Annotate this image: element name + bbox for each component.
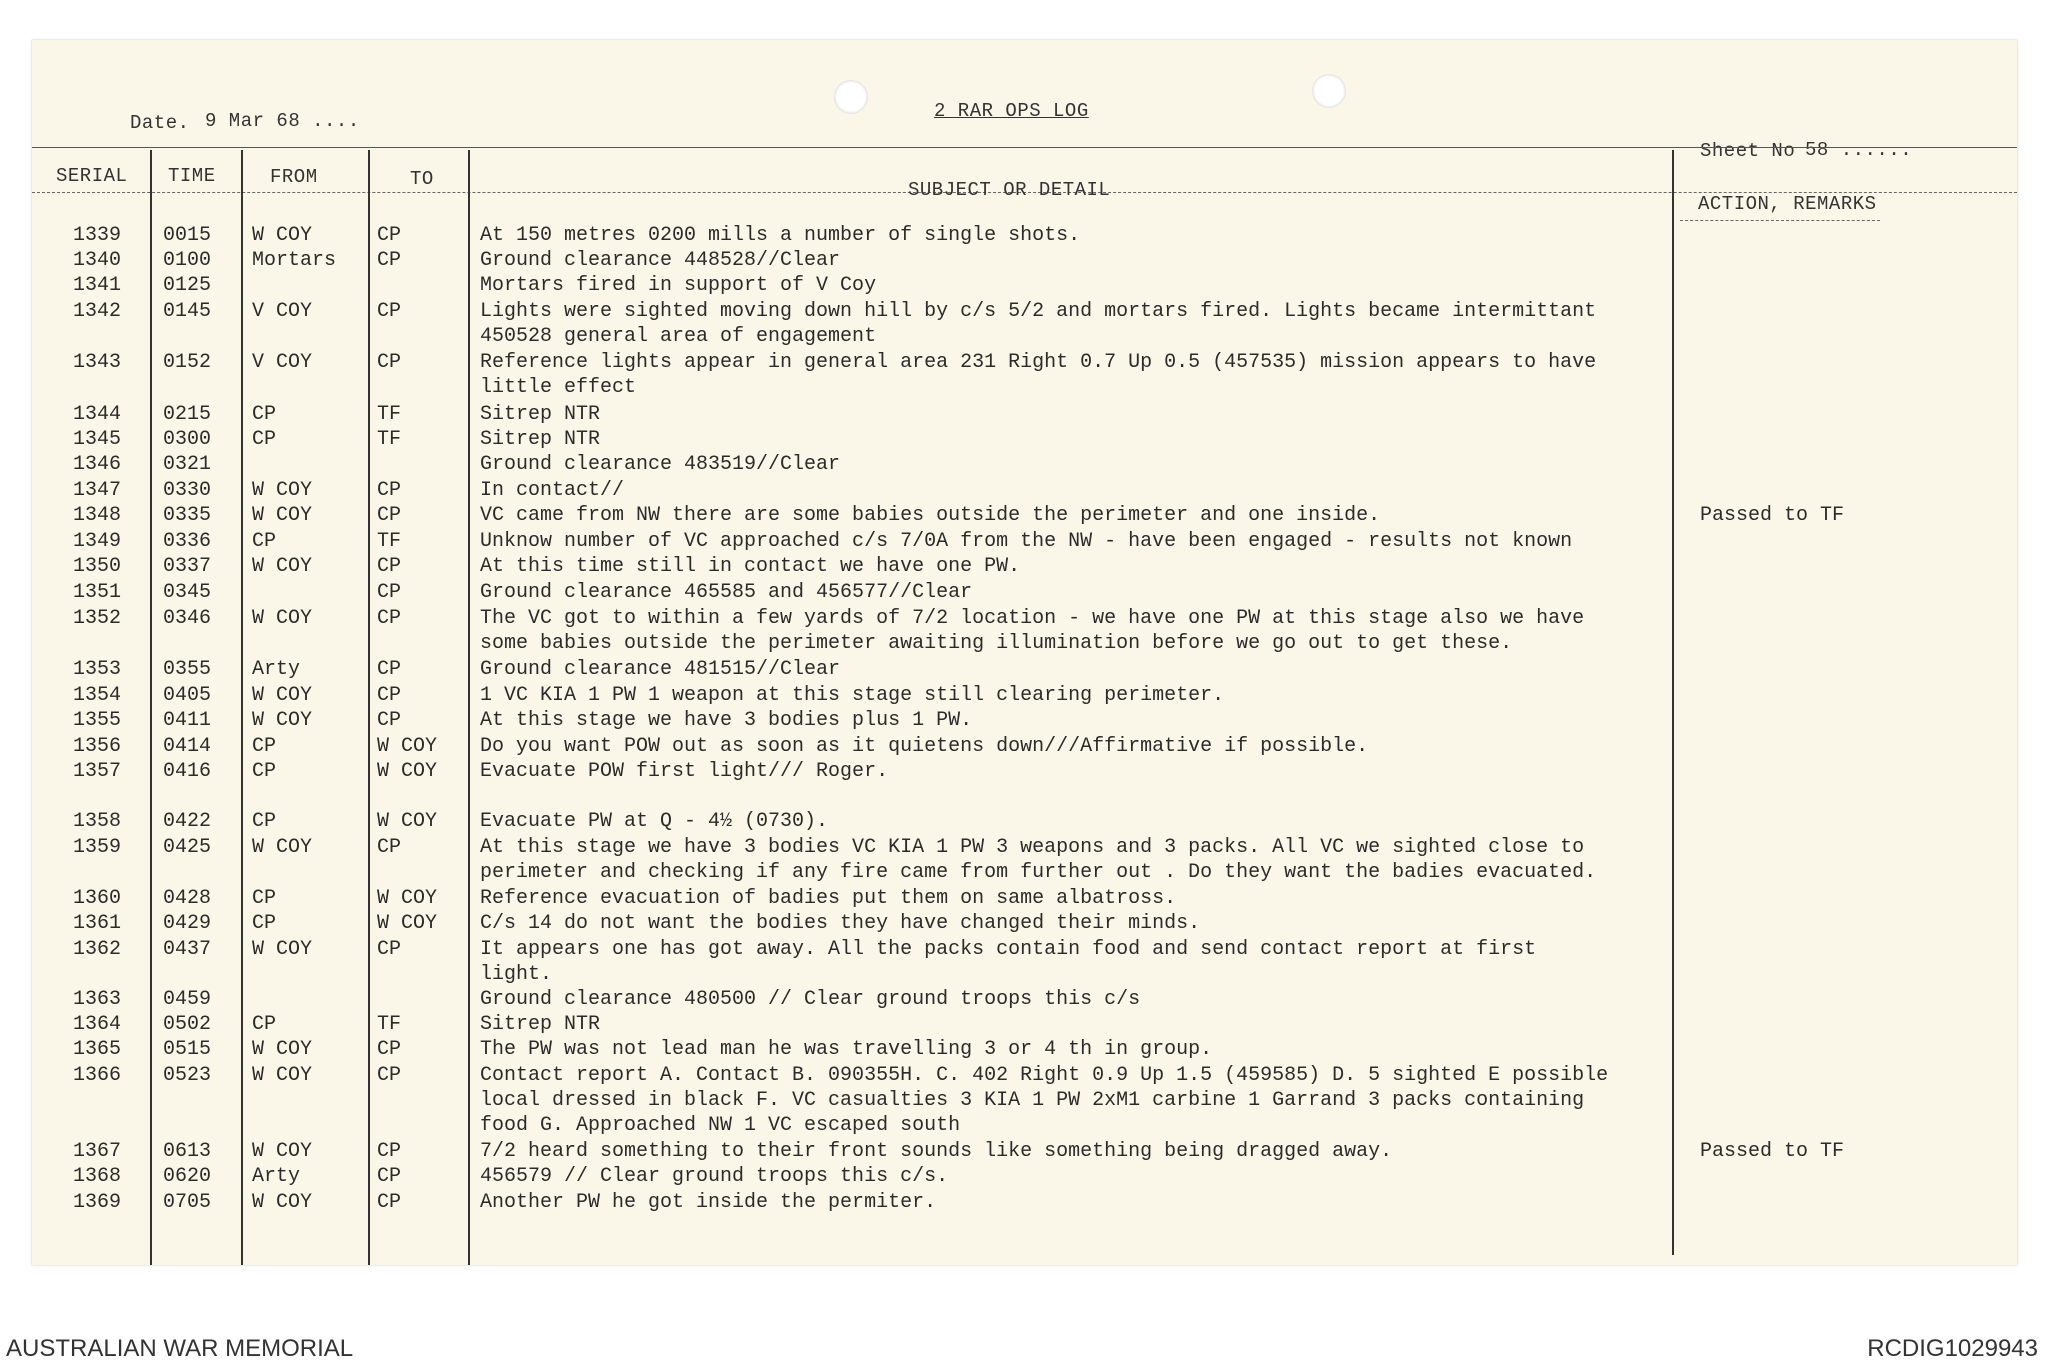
log-entry-row	[0, 428, 2048, 453]
from-cell: CP	[252, 735, 277, 758]
col-header-from: FROM	[270, 166, 318, 188]
time-cell: 0337	[163, 555, 212, 578]
subject-line: It appears one has got away. All the packs contain food and send contact report at first	[480, 938, 1537, 961]
from-cell: W COY	[252, 479, 313, 502]
serial-cell: 1364	[72, 1013, 121, 1036]
time-cell: 0152	[163, 351, 212, 374]
serial-cell: 1363	[72, 988, 121, 1011]
log-entry-row	[0, 1013, 2048, 1038]
serial-cell: 1365	[72, 1038, 121, 1061]
time-cell: 0523	[163, 1064, 212, 1087]
serial-cell: 1350	[72, 555, 121, 578]
log-entry-row	[0, 453, 2048, 478]
to-cell: CP	[377, 607, 402, 630]
subject-line: C/s 14 do not want the bodies they have changed their minds.	[480, 912, 1201, 935]
to-cell: TF	[377, 428, 402, 451]
serial-cell: 1362	[72, 938, 121, 961]
time-cell: 0300	[163, 428, 212, 451]
serial-cell: 1360	[72, 887, 121, 910]
time-cell: 0416	[163, 760, 212, 783]
from-cell: V COY	[252, 351, 313, 374]
from-cell: CP	[252, 428, 277, 451]
time-cell: 0502	[163, 1013, 212, 1036]
log-entry-row	[0, 810, 2048, 835]
subject-line: local dressed in black F. VC casualties 3 KIA 1 PW 2xM1 carbine 1 Garrand 3 packs containing	[480, 1089, 1585, 1112]
remarks-cell: Passed to TF	[1700, 1140, 1845, 1163]
sheet-number: 58 ......	[1805, 139, 1913, 161]
to-cell: CP	[377, 836, 402, 859]
subject-line: Reference evacuation of badies put them on same albatross.	[480, 887, 1177, 910]
subject-line: Evacuate PW at Q - 4½ (0730).	[480, 810, 829, 833]
to-cell: CP	[377, 504, 402, 527]
footer-record-id: RCDIG1029943	[1867, 1335, 2038, 1362]
log-entry-row	[0, 887, 2048, 912]
log-entry-row	[0, 760, 2048, 785]
from-cell: W COY	[252, 504, 313, 527]
to-cell: CP	[377, 581, 402, 604]
to-cell: CP	[377, 709, 402, 732]
log-entry-row	[0, 988, 2048, 1013]
subject-line: Unknow number of VC approached c/s 7/0A from the NW - have been engaged - results not known	[480, 530, 1573, 553]
serial-cell: 1367	[72, 1140, 121, 1163]
time-cell: 0429	[163, 912, 212, 935]
to-cell: CP	[377, 479, 402, 502]
serial-cell: 1352	[72, 607, 121, 630]
log-entry-row	[0, 735, 2048, 760]
to-cell: TF	[377, 530, 402, 553]
subject-line: At 150 metres 0200 mills a number of single shots.	[480, 224, 1081, 247]
subject-line: Reference lights appear in general area 231 Right 0.7 Up 0.5 (457535) mission appears to have	[480, 351, 1597, 374]
subject-line: perimeter and checking if any fire came from further out . Do they want the badies evacuated.	[480, 861, 1597, 884]
to-cell: CP	[377, 1165, 402, 1188]
time-cell: 0459	[163, 988, 212, 1011]
log-entry-row	[0, 530, 2048, 555]
punch-hole	[1312, 74, 1346, 108]
from-cell: Arty	[252, 658, 301, 681]
time-cell: 0145	[163, 300, 212, 323]
log-entry-row	[0, 684, 2048, 709]
log-entry-row	[0, 403, 2048, 428]
log-entry-row	[0, 224, 2048, 249]
serial-cell: 1354	[72, 684, 121, 707]
from-cell: CP	[252, 530, 277, 553]
subject-line: Do you want POW out as soon as it quietens down///Affirmative if possible.	[480, 735, 1369, 758]
subject-line: Sitrep NTR	[480, 1013, 601, 1036]
time-cell: 0705	[163, 1191, 212, 1214]
log-entry-row	[0, 607, 2048, 655]
serial-cell: 1339	[72, 224, 121, 247]
punch-hole	[834, 80, 868, 114]
serial-cell: 1348	[72, 504, 121, 527]
to-cell: W COY	[377, 912, 438, 935]
serial-cell: 1342	[72, 300, 121, 323]
serial-cell: 1355	[72, 709, 121, 732]
log-entry-row	[0, 938, 2048, 986]
to-cell: CP	[377, 1064, 402, 1087]
log-entry-row	[0, 912, 2048, 937]
subject-line: Lights were sighted moving down hill by c/s 5/2 and mortars fired. Lights became intermittant	[480, 300, 1597, 323]
subject-line: VC came from NW there are some babies outside the perimeter and one inside.	[480, 504, 1381, 527]
to-cell: CP	[377, 1191, 402, 1214]
time-cell: 0015	[163, 224, 212, 247]
subject-line: The VC got to within a few yards of 7/2 location - we have one PW at this stage also we have	[480, 607, 1585, 630]
subject-line: At this stage we have 3 bodies plus 1 PW.	[480, 709, 973, 732]
from-cell: W COY	[252, 1038, 313, 1061]
log-entry-row	[0, 351, 2048, 399]
log-entry-row	[0, 1064, 2048, 1137]
remarks-rule	[1680, 220, 1880, 221]
log-entry-row	[0, 1191, 2048, 1216]
subject-line: Ground clearance 481515//Clear	[480, 658, 841, 681]
subject-line: light.	[480, 963, 553, 986]
date-value: 9 Mar 68 ....	[205, 110, 360, 132]
time-cell: 0335	[163, 504, 212, 527]
serial-cell: 1368	[72, 1165, 121, 1188]
serial-cell: 1351	[72, 581, 121, 604]
time-cell: 0330	[163, 479, 212, 502]
subject-line: Mortars fired in support of V Coy	[480, 274, 877, 297]
time-cell: 0414	[163, 735, 212, 758]
serial-cell: 1341	[72, 274, 121, 297]
col-header-time: TIME	[168, 165, 216, 187]
serial-cell: 1340	[72, 249, 121, 272]
time-cell: 0336	[163, 530, 212, 553]
to-cell: CP	[377, 249, 402, 272]
subject-line: In contact//	[480, 479, 625, 502]
date-label: Date.	[130, 112, 190, 134]
log-entry-row	[0, 504, 2048, 529]
log-entry-row	[0, 658, 2048, 683]
to-cell: CP	[377, 684, 402, 707]
subject-line: Contact report A. Contact B. 090355H. C. 402 Right 0.9 Up 1.5 (459585) D. 5 sighted E possible	[480, 1064, 1609, 1087]
from-cell: CP	[252, 403, 277, 426]
to-cell: W COY	[377, 735, 438, 758]
time-cell: 0613	[163, 1140, 212, 1163]
to-cell: CP	[377, 938, 402, 961]
header-top-rule	[32, 147, 2017, 148]
from-cell: CP	[252, 810, 277, 833]
from-cell: Arty	[252, 1165, 301, 1188]
serial-cell: 1356	[72, 735, 121, 758]
serial-cell: 1344	[72, 403, 121, 426]
log-entry-row	[0, 1038, 2048, 1063]
log-entry-row	[0, 581, 2048, 606]
to-cell: W COY	[377, 887, 438, 910]
log-entry-row	[0, 300, 2048, 348]
subject-line: At this stage we have 3 bodies VC KIA 1 PW 3 weapons and 3 packs. All VC we sighted close to	[480, 836, 1585, 859]
serial-cell: 1346	[72, 453, 121, 476]
subject-line: 1 VC KIA 1 PW 1 weapon at this stage still clearing perimeter.	[480, 684, 1225, 707]
log-entry-row	[0, 555, 2048, 580]
time-cell: 0321	[163, 453, 212, 476]
time-cell: 0125	[163, 274, 212, 297]
subject-line: Evacuate POW first light/// Roger.	[480, 760, 889, 783]
log-entry-row	[0, 479, 2048, 504]
log-entry-row	[0, 709, 2048, 734]
time-cell: 0425	[163, 836, 212, 859]
sheet-label: Sheet No	[1700, 140, 1796, 162]
from-cell: W COY	[252, 224, 313, 247]
time-cell: 0411	[163, 709, 212, 732]
serial-cell: 1357	[72, 760, 121, 783]
log-entry-row	[0, 274, 2048, 299]
time-cell: 0346	[163, 607, 212, 630]
to-cell: W COY	[377, 810, 438, 833]
serial-cell: 1347	[72, 479, 121, 502]
subject-line: little effect	[480, 376, 637, 399]
subject-line: food G. Approached NW 1 VC escaped south	[480, 1114, 961, 1137]
subject-line: Ground clearance 448528//Clear	[480, 249, 841, 272]
to-cell: TF	[377, 403, 402, 426]
to-cell: CP	[377, 224, 402, 247]
to-cell: TF	[377, 1013, 402, 1036]
log-entry-row	[0, 1165, 2048, 1190]
from-cell: W COY	[252, 684, 313, 707]
col-header-serial: SERIAL	[56, 165, 128, 187]
to-cell: CP	[377, 351, 402, 374]
subject-line: 450528 general area of engagement	[480, 325, 877, 348]
serial-cell: 1369	[72, 1191, 121, 1214]
from-cell: V COY	[252, 300, 313, 323]
from-cell: W COY	[252, 709, 313, 732]
time-cell: 0422	[163, 810, 212, 833]
serial-cell: 1349	[72, 530, 121, 553]
from-cell: W COY	[252, 938, 313, 961]
to-cell: CP	[377, 1038, 402, 1061]
log-entry-row	[0, 836, 2048, 884]
serial-cell: 1345	[72, 428, 121, 451]
subject-line: Sitrep NTR	[480, 428, 601, 451]
subject-line: 7/2 heard something to their front sounds like something being dragged away.	[480, 1140, 1393, 1163]
serial-cell: 1366	[72, 1064, 121, 1087]
col-header-to: TO	[410, 168, 434, 190]
subject-line: Ground clearance 465585 and 456577//Clear	[480, 581, 973, 604]
serial-cell: 1353	[72, 658, 121, 681]
subject-line: Ground clearance 480500 // Clear ground troops this c/s	[480, 988, 1141, 1011]
footer-archive-name: AUSTRALIAN WAR MEMORIAL	[6, 1335, 354, 1362]
to-cell: W COY	[377, 760, 438, 783]
serial-cell: 1343	[72, 351, 121, 374]
log-entry-row	[0, 1140, 2048, 1165]
to-cell: CP	[377, 658, 402, 681]
serial-cell: 1358	[72, 810, 121, 833]
remarks-cell: Passed to TF	[1700, 504, 1845, 527]
col-header-remarks: ACTION, REMARKS	[1698, 193, 1877, 215]
to-cell: CP	[377, 555, 402, 578]
time-cell: 0345	[163, 581, 212, 604]
serial-cell: 1361	[72, 912, 121, 935]
page-title: 2 RAR OPS LOG	[934, 100, 1089, 122]
from-cell: W COY	[252, 1064, 313, 1087]
subject-line: some babies outside the perimeter awaiting illumination before we go out to get these.	[480, 632, 1513, 655]
subject-line: Ground clearance 483519//Clear	[480, 453, 841, 476]
from-cell: W COY	[252, 1191, 313, 1214]
subject-line: Another PW he got inside the permiter.	[480, 1191, 937, 1214]
col-header-subject: SUBJECT OR DETAIL	[908, 179, 1111, 201]
subject-line: At this time still in contact we have one PW.	[480, 555, 1021, 578]
subject-line: 456579 // Clear ground troops this c/s.	[480, 1165, 949, 1188]
to-cell: CP	[377, 300, 402, 323]
subject-line: Sitrep NTR	[480, 403, 601, 426]
from-cell: CP	[252, 1013, 277, 1036]
serial-cell: 1359	[72, 836, 121, 859]
from-cell: CP	[252, 760, 277, 783]
time-cell: 0100	[163, 249, 212, 272]
from-cell: Mortars	[252, 249, 337, 272]
from-cell: CP	[252, 887, 277, 910]
from-cell: W COY	[252, 555, 313, 578]
from-cell: CP	[252, 912, 277, 935]
from-cell: W COY	[252, 607, 313, 630]
from-cell: W COY	[252, 1140, 313, 1163]
time-cell: 0620	[163, 1165, 212, 1188]
to-cell: CP	[377, 1140, 402, 1163]
time-cell: 0437	[163, 938, 212, 961]
time-cell: 0355	[163, 658, 212, 681]
time-cell: 0215	[163, 403, 212, 426]
from-cell: W COY	[252, 836, 313, 859]
time-cell: 0405	[163, 684, 212, 707]
subject-line: The PW was not lead man he was travelling 3 or 4 th in group.	[480, 1038, 1213, 1061]
time-cell: 0515	[163, 1038, 212, 1061]
log-entry-row	[0, 249, 2048, 274]
time-cell: 0428	[163, 887, 212, 910]
